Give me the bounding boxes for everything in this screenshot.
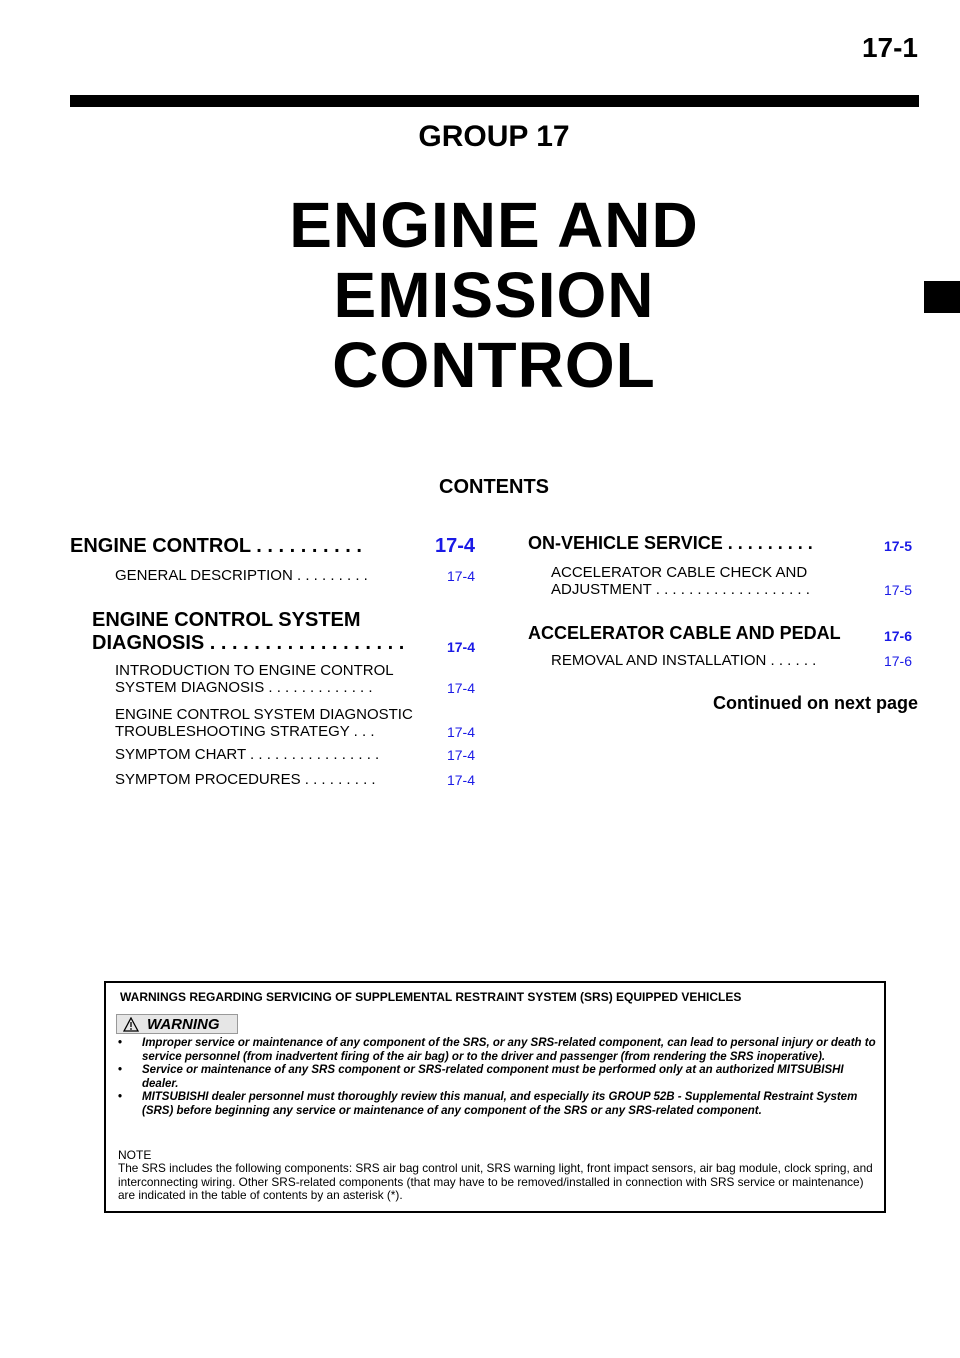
toc-entry-introduction-diagnosis[interactable] [115,656,475,696]
toc-entry-page[interactable]: 17-6 [883,628,912,644]
toc-entry-title-line: ACCELERATOR CABLE CHECK AND [551,564,808,581]
note-text: The SRS includes the following components: SRS air bag control unit, SRS warning light, front impact sensors, air bag module, clock spring, and interconnecting wiring. Other SRS-related components (that may have to be removed/installed in connection with SRS service or maintenance) are indicated in the table of contents by an asterisk (*). [118,1161,873,1203]
bullet-glyph: • [118,1091,123,1104]
toc-entry-engine-control-system-diagnosis[interactable] [92,605,475,655]
toc-entry-page[interactable]: 17-4 [446,680,475,696]
warning-heading: WARNINGS REGARDING SERVICING OF SUPPLEMENTAL RESTRAINT SYSTEM (SRS) EQUIPPED VEHICLES [120,990,742,1004]
srs-warning-box [104,981,886,1213]
toc-entry-page[interactable]: 17-4 [434,535,475,557]
toc-entry-page[interactable]: 17-4 [446,772,475,788]
bullet-glyph: • [118,1037,123,1049]
continued-note: Continued on next page [713,693,918,713]
toc-entry-title-line: DIAGNOSIS . . . . . . . . . . . . . . . . . . [92,632,405,654]
toc-entry-title [115,706,447,740]
warning-badge [116,1014,238,1034]
page-title-line-1: ENGINE AND [289,189,699,261]
page-title-line-2: EMISSION [333,259,655,331]
toc-entry-on-vehicle-service[interactable] [528,530,912,554]
toc-entry-title-line: INTRODUCTION TO ENGINE CONTROL [115,662,394,679]
toc-entry-title [115,662,447,696]
header-rule [70,95,919,107]
toc-entry-title-line: SYSTEM DIAGNOSIS . . . . . . . . . . . . . [115,679,373,696]
toc-entry-title: ENGINE CONTROL . . . . . . . . . . [70,535,362,557]
warning-bullet-list [116,1037,876,1119]
toc-entry-page[interactable]: 17-4 [446,568,475,584]
toc-entry-title-line: ADJUSTMENT . . . . . . . . . . . . . . . . . . . [551,581,810,598]
page-title [0,190,960,400]
toc-entry-page[interactable]: 17-5 [883,582,912,598]
list-item [116,1064,876,1091]
contents-heading: CONTENTS [439,476,549,498]
toc-entry-page[interactable]: 17-6 [883,653,912,669]
warning-bullet-text: MITSUBISHI dealer personnel must thoroughly review this manual, and especially its GROUP 52B - Supplemental Restraint System (SRS) before beginning any service or maintenance of any component of the SRS or any SRS-related component. [142,1091,858,1117]
toc-entry-engine-control[interactable] [70,530,475,558]
toc-entry-page[interactable]: 17-4 [446,747,475,763]
toc-entry-accelerator-cable-check[interactable] [551,560,912,598]
toc-entry-title [92,609,447,655]
toc-entry-title: GENERAL DESCRIPTION . . . . . . . . . [115,567,368,584]
toc-entry-removal-and-installation[interactable] [551,649,912,669]
warning-triangle-icon [123,1017,139,1032]
list-item [116,1091,876,1118]
warning-bullet-text: Improper service or maintenance of any component of the SRS, or any SRS-related component, can lead to personal injury or death to service personnel (from inadvertent firing of the air bag) or to the driver and passenger (from rendering the SRS inoperative). [142,1037,876,1063]
warning-bullet-text: Service or maintenance of any SRS component or SRS-related component must be performed only at an authorized MITSUBISHI dealer. [142,1064,844,1090]
toc-entry-title: ON-VEHICLE SERVICE . . . . . . . . . [528,533,813,553]
toc-entry-general-description[interactable] [115,564,475,584]
toc-entry-title-line: TROUBLESHOOTING STRATEGY . . . [115,723,375,740]
toc-entry-symptom-chart[interactable] [115,743,475,763]
toc-entry-accelerator-cable-and-pedal[interactable] [528,620,912,644]
toc-entry-title: ACCELERATOR CABLE AND PEDAL [528,623,841,643]
toc-entry-title: SYMPTOM PROCEDURES . . . . . . . . . [115,771,376,788]
list-item [116,1037,876,1064]
note-label: NOTE [118,1148,152,1162]
toc-entry-title-line: ENGINE CONTROL SYSTEM [92,609,361,631]
toc-entry-title-line: ENGINE CONTROL SYSTEM DIAGNOSTIC [115,706,413,723]
toc-entry-page[interactable]: 17-4 [446,724,475,740]
toc-entry-title: REMOVAL AND INSTALLATION . . . . . . [551,652,817,669]
toc-entry-title: SYMPTOM CHART . . . . . . . . . . . . . . . . [115,746,380,763]
toc-entry-title [551,564,884,598]
warning-badge-label: WARNING [147,1015,220,1033]
bullet-glyph: • [118,1064,123,1077]
toc-entry-page[interactable]: 17-5 [883,538,912,554]
group-label: GROUP 17 [418,120,570,153]
page-title-line-3: CONTROL [332,329,656,401]
page-number: 17-1 [861,32,918,63]
toc-entry-troubleshooting-strategy[interactable] [115,700,475,740]
toc-entry-page[interactable]: 17-4 [446,639,475,655]
toc-entry-symptom-procedures[interactable] [115,768,475,788]
